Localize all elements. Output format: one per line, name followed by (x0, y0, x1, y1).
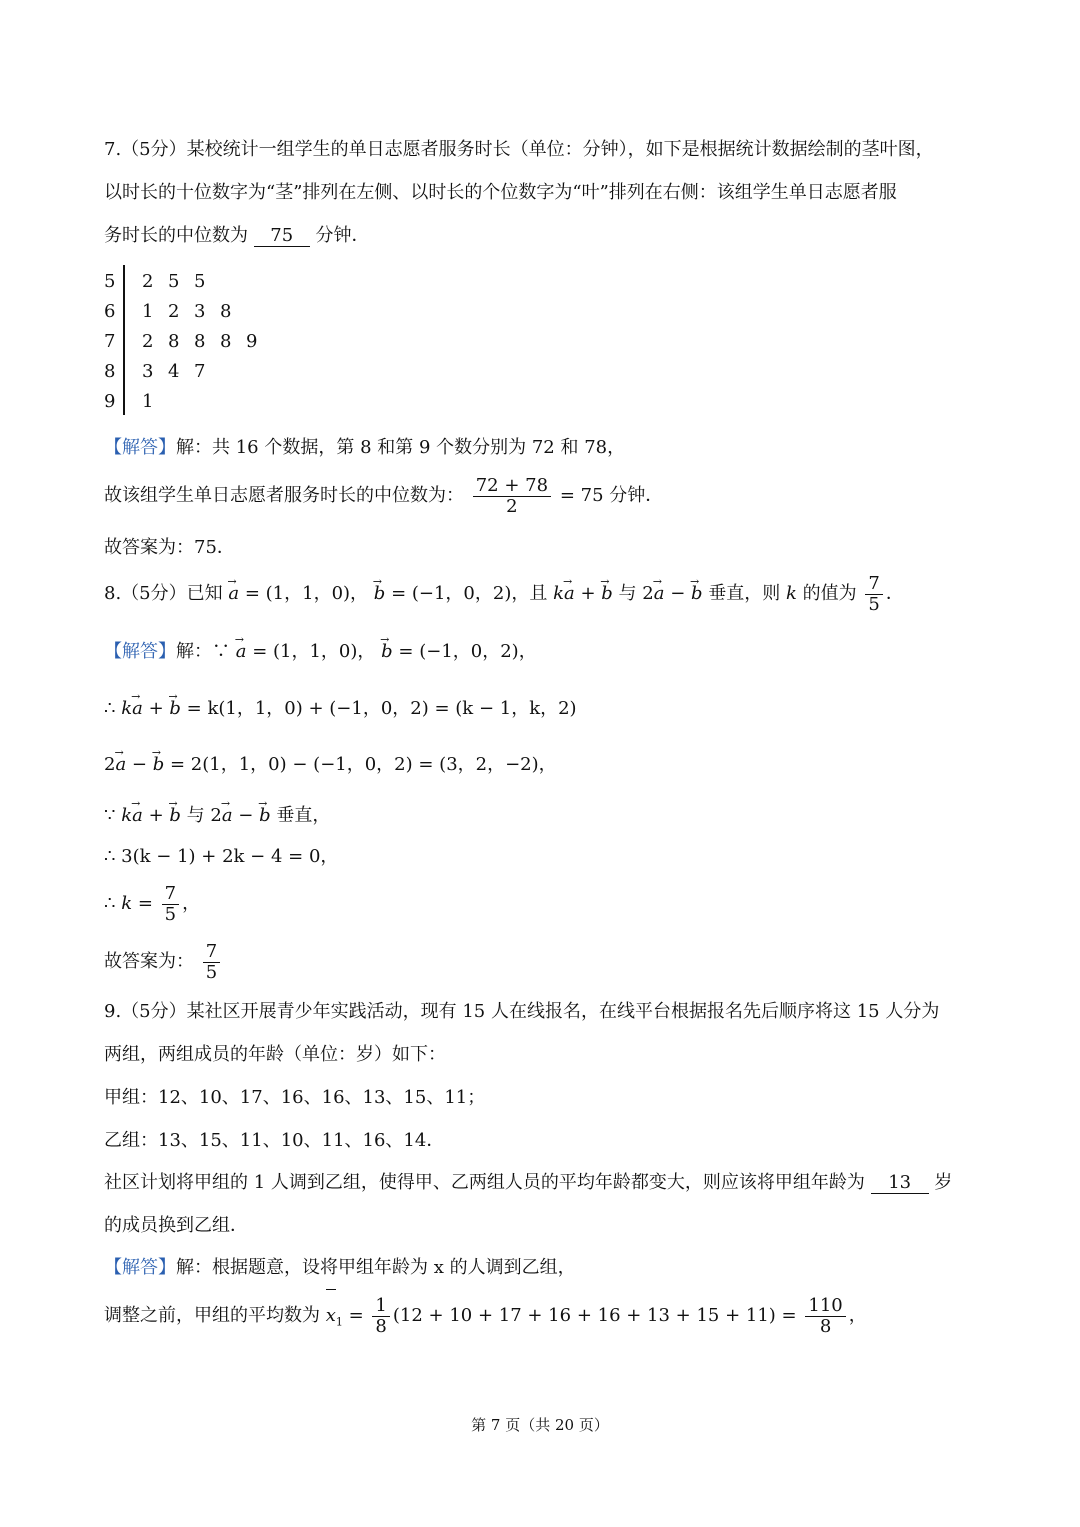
vector-b: → b (374, 570, 386, 618)
page-footer: 第 7 页（共 20 页） (471, 1416, 609, 1434)
vector-a: → a (228, 570, 239, 618)
leaf-value: 5 (194, 270, 206, 292)
leaf-value: 7 (194, 360, 206, 382)
stem-value: 9 (104, 390, 116, 412)
q7-fraction-numerator: 72 + 78 (473, 476, 551, 497)
q7-line-3-text: 务时长的中位数为 (104, 225, 248, 246)
leaf-value: 2 (142, 330, 154, 352)
leaf-value: 9 (246, 330, 258, 352)
q8-answer-numerator: 7 (865, 574, 882, 595)
q8-solution-3: 2→ a − → b = 2(1，1，0) − (−1，0，2) = (3，2，−2)， (104, 753, 557, 777)
leaf-value: 8 (220, 330, 232, 352)
q7-solution-3: 故答案为：75． (104, 537, 235, 558)
stem-value: 8 (104, 360, 116, 382)
q9-solution-2-end: ， (848, 1305, 867, 1326)
q9-line-4: 乙组：13、15、11、10、11、16、14． (104, 1130, 445, 1151)
q7-solution-1-text: 解：共 16 个数据，第 8 和第 9 个数分别为 72 和 78， (176, 437, 626, 458)
q9-line-5-text: 社区计划将甲组的 1 人调到乙组，使得甲、乙两组人员的平均年龄都变大，则应该将甲组年龄为 (104, 1172, 865, 1193)
q8-answer-denominator: 5 (868, 593, 880, 615)
q9-line-5-end: 岁 (934, 1172, 953, 1193)
leaf-value: 1 (142, 390, 154, 412)
q8-solution-6: ∴ k = $\frac{7}{5}$ ， (104, 882, 201, 925)
q9-mean-fraction (805, 1296, 845, 1337)
leaf-value: 3 (194, 300, 206, 322)
q9-solution-2-text: 调整之前，甲组的平均数为 (104, 1305, 320, 1326)
q8-b-value: = (−1，0，2)，且 (391, 583, 548, 604)
q7-line-1: 7.（5分）某校统计一组学生的单日志愿者服务时长（单位：分钟），如下是根据统计数据绘制的茎叶图， (104, 139, 934, 160)
q7-line-3-end: 分钟． (315, 225, 370, 246)
leaf-values (126, 301, 246, 322)
leaf-values (126, 271, 220, 292)
q9-line-3: 甲组：12、10、17、16、16、13、15、11； (104, 1087, 486, 1108)
q8-final-numerator: 7 (203, 942, 220, 963)
q9-solution-1 (104, 1256, 576, 1280)
q8-cond: 与 2 (618, 583, 654, 604)
q8-s7: 故答案为： (104, 951, 194, 972)
leaf-value: 5 (168, 270, 180, 292)
q8-prefix: 8.（5分）已知 (104, 583, 223, 604)
q8-solution-4: ∵ k→ a + → b 与 2→ a − → b 垂直， (104, 804, 330, 828)
q9-frac1-num: 1 (372, 1296, 389, 1317)
q9-line-1: 9.（5分）某社区开展青少年实践活动，现有 15 人在线报名，在线平台根据报名先后顺序将这 15 人分为 (104, 1001, 940, 1022)
q7-solution-2 (104, 472, 663, 520)
q9-sum-expression: (12 + 10 + 17 + 16 + 16 + 13 + 15 + 11) = (392, 1305, 797, 1326)
q7-solution-2-text: 故该组学生单日志愿者服务时长的中位数为： (104, 485, 464, 506)
q8-k-denominator: 5 (164, 903, 177, 925)
leaf-value: 8 (168, 330, 180, 352)
q8-s1-a: = (1，1，0)， (252, 641, 376, 662)
q9-solution-2: 调整之前，甲组的平均数为 $x_1$ = $\frac{1}{8}$ (12 + 10 + 17 + 16 + 16 + 13 + 15 + 11) = $\frac{110}{8}$ ， (104, 1292, 867, 1347)
q8-end: ． (885, 583, 904, 604)
q8-answer-fraction (865, 574, 882, 615)
q9-frac1-den: 8 (375, 1315, 387, 1337)
q8-s1-b: = (−1，0，2)， (398, 641, 537, 662)
leaf-value: 2 (142, 270, 154, 292)
q8-s4-tail: 垂直， (276, 805, 331, 826)
q8-solution-1: 【解答】解：∵ → a = (1，1，0)， → b = (−1，0，2)， (104, 640, 537, 664)
q8-solution-tag: 【解答】 (104, 641, 176, 662)
q7-solution-tag: 【解答】 (104, 437, 176, 458)
q9-frac2-den: 8 (819, 1315, 832, 1337)
q9-line-6: 的成员换到乙组． (104, 1215, 248, 1236)
q9-answer-blank: 13 (871, 1173, 929, 1194)
q9-line-2: 两组，两组成员的年龄（单位：岁）如下： (104, 1044, 446, 1065)
leaf-value: 8 (220, 300, 232, 322)
q8-k-fraction (162, 884, 179, 925)
q9-line-5 (104, 1171, 952, 1195)
q8-a-value: = (1，1，0)， (244, 583, 369, 604)
q8-final-fraction (203, 942, 220, 983)
leaf-values (126, 331, 272, 352)
q9-solution-tag: 【解答】 (104, 1257, 176, 1278)
q7-line-2: 以时长的十位数字为“茎”排列在左侧、以时长的个位数字为“叶”排列在右侧：该组学生单日志愿者服 (104, 182, 897, 203)
q8-s6-pre: ∴ (104, 893, 116, 914)
q8-cond2: 垂直，则 (708, 583, 781, 604)
stem-value: 6 (104, 300, 116, 322)
leaf-value: 1 (142, 300, 154, 322)
q7-solution-2-result: = 75 分钟． (559, 485, 664, 506)
q8-solution-2: ∴ k→ a + → b = k(1，1，0) + (−1，0，2) = (k − 1，k，2) (104, 697, 577, 721)
q7-line-3 (104, 224, 369, 248)
leaf-value: 8 (194, 330, 206, 352)
stem-value: 5 (104, 270, 116, 292)
stem-value: 7 (104, 330, 116, 352)
stem-leaf-row (104, 356, 272, 386)
q8-s6-post: ， (182, 893, 201, 914)
q9-solution-1-text: 解：根据题意，设将甲组年龄为 x 的人调到乙组， (176, 1257, 576, 1278)
leaf-values (126, 361, 220, 382)
q8-s2: = k(1，1，0) + (−1，0，2) = (k − 1，k，2) (186, 698, 577, 719)
q9-one-eighth (372, 1296, 389, 1337)
q7-fraction-denominator: 2 (506, 495, 518, 517)
leaf-value: 3 (142, 360, 154, 382)
stem-leaf-row (104, 266, 272, 296)
q7-answer-blank: 75 (254, 226, 310, 247)
q8-line: 8.（5分）已知 → a = (1，1，0)， → b = (−1，0，2)，且 k→ a + → b 与 2→ a − → b 垂直，则 k 的值为 $\frac{7}{5}$ ． (104, 570, 904, 618)
q7-median-fraction (473, 476, 551, 517)
q8-solution-7 (104, 938, 223, 986)
leaf-value: 2 (168, 300, 180, 322)
stem-leaf-row (104, 296, 272, 326)
q8-cond3: 的值为 (802, 583, 857, 604)
q8-solution-5: ∴ 3(k − 1) + 2k − 4 = 0， (104, 846, 339, 867)
stem-leaf-row (104, 326, 272, 356)
stem-leaf-plot (104, 266, 272, 416)
leaf-value: 4 (168, 360, 180, 382)
q8-final-denominator: 5 (205, 961, 218, 983)
q7-solution-1 (104, 436, 625, 460)
stem-leaf-row (104, 386, 272, 416)
q8-s1-pre: 解：∵ (176, 641, 230, 662)
leaf-values (126, 391, 168, 412)
q8-s3: = 2(1，1，0) − (−1，0，2) = (3，2，−2)， (169, 754, 557, 775)
q8-k-numerator: 7 (162, 884, 179, 905)
q9-frac2-num: 110 (805, 1296, 845, 1317)
